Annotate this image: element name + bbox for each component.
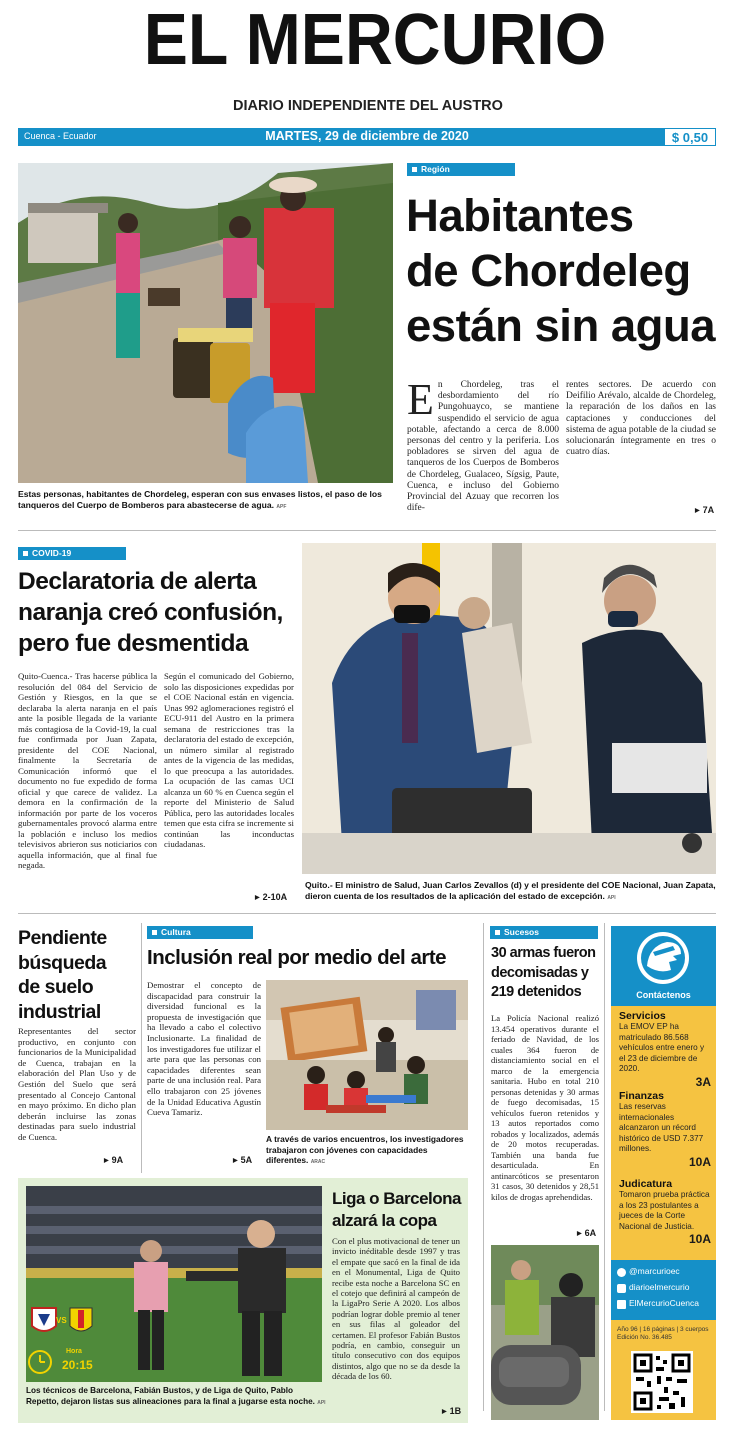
social-facebook[interactable] (617, 1298, 713, 1312)
edition-info: Año 96 | 16 páginas | 3 cuerpos Edición No. 36.485 (617, 1326, 709, 1341)
vertical-divider (604, 923, 605, 1411)
match-badge (26, 1304, 98, 1382)
sidebar-item-title: Finanzas (619, 1090, 664, 1102)
covid-body-col-1: Quito-Cuenca.- Tras hacerse pública la resolución del 084 del Servicio de Gestión y Riesgos, en la que se declaraba la alerta naranja en el país ante la posible llegada de la variante más contagiosa de la Covid-19, la cual fue confirmada por Juan Zapata, presidente del COE Nacional, finalmente la Secretaría de Comunicación informó que el documento no fue expedido de forma oficial y que carece de validez. La demora en la confirmación de la información por parte de los voceros gubernamentales provocó alarma entre la población e incluso los medios televisivos abrieron sus noticiarios con aquella información, que al final fue negada. (18, 671, 157, 870)
social-handle: ElMercurioCuenca (629, 1298, 699, 1308)
location-label: Cuenca - Ecuador (24, 131, 97, 141)
sucesos-headline-line-2: decomisadas y (491, 964, 589, 981)
sidebar-item-finanzas[interactable] (619, 1090, 711, 1169)
sidebar-item-text: La EMOV EP ha matriculado 86.568 vehículos entre enero y el 23 de diciembre de 2020. (619, 1022, 705, 1073)
chordeleg-photo-art (18, 163, 393, 483)
sidebar-item-ref: 3A (695, 1074, 711, 1089)
sucesos-photo-art (491, 1245, 599, 1420)
sport-headline-line-2: alzará la copa (332, 1210, 437, 1230)
lead-headline (406, 188, 726, 353)
cultura-photo-art (266, 980, 468, 1130)
lead-headline-line-2: de Chordeleg (406, 245, 691, 296)
sidebar (611, 926, 716, 1420)
sport-caption-credit: API (317, 1399, 326, 1406)
covid-caption-credit: API (607, 895, 616, 901)
price-label: $ 0,50 (671, 130, 709, 145)
suelo-headline-line-1: Pendiente (18, 927, 107, 949)
contact-title: Contáctenos (636, 990, 691, 1000)
cultura-body: Demostrar el concepto de discapacidad para construir la diversidad funcional es la propuesta de investigación que ha llevado a cabo el colectivo Inclusionarte. La finalidad de los investigadores fue utilizar el arte para que las personas con capacidades diferentes sean parte de una inclusión real. Para ello trabajaron con 25 jóvenes de la Unidad Educativa Agustín Cueva Tamariz. (147, 980, 261, 1118)
lead-body-col-1 (407, 375, 559, 514)
sidebar-item-ref: 10A (688, 1232, 711, 1246)
social-block (611, 1260, 716, 1320)
sucesos-headline-line-1: 30 armas fueron (491, 945, 596, 961)
social-instagram[interactable] (617, 1282, 713, 1296)
suelo-headline-line-2: búsqueda (18, 951, 107, 974)
lead-dropcap: E (407, 375, 434, 424)
divider (18, 530, 716, 531)
covid-headline-line-3: pero fue desmentida (18, 630, 249, 657)
tag-region: Región (407, 163, 515, 176)
twitter-icon (617, 1268, 626, 1277)
covid-caption-text: Quito.- El ministro de Salud, Juan Carlos Zevallos (d) y el presidente del COE Nacional, Juan Zapata, dieron cuenta de los resultados de la aplicación del estado de excepción. (305, 880, 716, 901)
sidebar-item-servicios[interactable] (619, 1010, 711, 1089)
newspaper-title: EL MERCURIO (143, 0, 607, 80)
sidebar-item-text: Las reservas internacionales alcanzaron un récord histórico de USD 7.377 millones. (619, 1102, 704, 1153)
vertical-divider (483, 923, 484, 1411)
lead-headline-line-3: están sin agua (406, 300, 716, 351)
lead-body-col-1-text: n Chordeleg, tras el desbordamiento del río Pungohuayco, se mantiene suspendido el servicio de agua potable, afectando a cerca de 8.000 personas del centro y la periferia. Los pobladores se sirven del agua de tanqueros de los Cuerpos de Bomberos de Chordeleg, Gualaceo, Sígsig, Paute, Cuenca, e incluso del Gobierno Provincial del Azuay que recorren los dife- (407, 380, 559, 514)
covid-body-col-2: Según el comunicado del Gobierno, solo las disposiciones expedidas por el COE Nacional están en vigencia. Unas 992 aglomeraciones registró el ECU-911 del Austro en la primera semana de restricciones tras la declaratoria del estado de excepción, un número similar al registrado antes de la vigencia de las medidas, lo que preocupa a las autoridades. La ocupación de las camas UCI alcanza un 60 % en Cuenca según el reporte del Ministerio de Salud Pública, pero las autoridades locales temen que esta cifra se incremente si continúan las inconductas ciudadanas. (164, 671, 294, 849)
vs-label: VS (56, 1316, 67, 1325)
covid-page-ref[interactable]: ▶ 2-10A (255, 892, 287, 902)
lead-headline-line-1: Habitantes (406, 190, 634, 241)
cultura-photo-caption (266, 1134, 471, 1168)
sport-page-ref[interactable]: ▶ 1B (442, 1406, 461, 1416)
suelo-body: Representantes del sector productivo, en conjunto con funcionarios de la Municipalidad de Cuenca, trabajan en la elaboración del Plan Uso y de Gestión del Suelo que será presentado al Concejo Cantonal en mayo próximo. En dicho plan deberán incluirse las zonas destinadas para suelo industrial de Cuenca. (18, 1026, 136, 1142)
cultura-headline: Inclusión real por medio del arte (147, 946, 447, 969)
sport-caption-text: Los técnicos de Barcelona, Fabián Bustos, y de Liga de Quito, Pablo Repetto, dejaron listas sus alineaciones para la final a jugarse esta noche. (26, 1386, 315, 1406)
match-time: 20:15 (62, 1358, 93, 1372)
tag-covid: COVID-19 (18, 547, 126, 560)
suelo-headline (18, 926, 138, 1024)
cultura-caption-text: A través de varios encuentros, los investigadores trabajaron con jóvenes con capacidades diferentes. (266, 1134, 464, 1165)
sucesos-headline (491, 944, 606, 1003)
contact-header (611, 926, 716, 1006)
match-time-label: Hora (66, 1348, 82, 1355)
newspaper-subtitle: DIARIO INDEPENDIENTE DEL AUSTRO (233, 98, 503, 114)
sport-block (18, 1178, 468, 1423)
qr-code-icon (631, 1351, 693, 1413)
lead-body-col-2: rentes sectores. De acuerdo con Deifilio Arévalo, alcalde de Chordeleg, la reparación de los daños en las captaciones y conducciones del sistema de agua potable de la ciudad se solucionarán íntegramente en tres o cuatro días. (566, 380, 716, 458)
sidebar-item-judicatura[interactable] (619, 1178, 711, 1246)
sucesos-page-ref[interactable]: ▶ 6A (577, 1228, 596, 1238)
facebook-icon (617, 1300, 626, 1309)
sport-photo-caption (26, 1386, 326, 1408)
sport-headline (332, 1188, 462, 1231)
lead-photo-caption (18, 489, 393, 513)
suelo-page-ref[interactable]: ▶ 9A (104, 1155, 123, 1165)
lead-page-ref[interactable]: ▶ 7A (695, 505, 714, 515)
masthead (0, 0, 750, 148)
sidebar-item-title: Servicios (619, 1010, 666, 1022)
covid-headline-line-1: Declaratoria de alerta (18, 568, 257, 595)
sport-headline-line-1: Liga o Barcelona (332, 1189, 461, 1208)
cultura-caption-credit: ARAC (310, 1159, 326, 1165)
covid-headline-line-2: naranja creó confusión, (18, 599, 283, 626)
sport-body: Con el plus motivacional de tener un invicto inéditable desde 1997 y tras el empate que sacó en la final de ida en el Monumental, Liga de Quito recibe esta noche a Barcelona SC en el cotejo que definirá al campeón de la LigaPro Serie A 2020. Los albos podrían lograr doble premio al tener en sus filas al goleador del certamen. El profesor Fabián Bustos podría, en cambio, conseguir un título consecutivo con dos equipos distintos, algo que no se da desde la década de los 60. (332, 1236, 460, 1382)
sucesos-headline-line-3: 219 detenidos (491, 984, 582, 1000)
suelo-headline-line-4: industrial (18, 1000, 101, 1023)
sidebar-item-text: Tomaron prueba práctica a los 23 postulantes a jueces de la Corte Nacional de Justicia. (619, 1190, 710, 1231)
covid-photo (302, 543, 716, 874)
date-bar (18, 128, 716, 146)
sidebar-item-title: Judicatura (619, 1178, 673, 1190)
social-handle: @marcurioec (629, 1266, 680, 1276)
sport-photo (26, 1186, 322, 1382)
social-handle: diarioelmercurio (629, 1282, 690, 1292)
chordeleg-photo (18, 163, 393, 483)
sucesos-body: La Policía Nacional realizó 13.454 operativos durante el feriado de Navidad, de los cuales 364 fueron de distanciamiento social en el marco de la emergencia sanitaria. Hubo en total 210 personas detenidas y 30 armas de fuego decomisadas, 15 vehículos fueron retenidos y 13 autos reportados como robados y localizados, además de 20 motos recuperadas. También una banda fue desarticulada. En antinarcóticos se presentaron 31 casos, 30 detenidos y 28,51 kilos de drogas aprehendidas. (491, 1013, 599, 1202)
social-twitter[interactable] (617, 1266, 713, 1280)
tag-sucesos: Sucesos (490, 926, 598, 939)
covid-photo-art (302, 543, 716, 874)
vertical-divider (141, 923, 142, 1173)
date-label: MARTES, 29 de diciembre de 2020 (265, 129, 469, 143)
covid-headline (18, 566, 308, 659)
suelo-headline-line-3: de suelo (18, 976, 94, 998)
cultura-page-ref[interactable]: ▶ 5A (233, 1155, 252, 1165)
covid-photo-caption (305, 880, 716, 904)
lead-caption-credit: APF (276, 504, 287, 510)
divider (18, 913, 716, 914)
price-box (664, 128, 716, 146)
cultura-photo (266, 980, 468, 1130)
instagram-icon (617, 1284, 626, 1293)
tag-cultura: Cultura (147, 926, 253, 939)
lead-caption-text: Estas personas, habitantes de Chordeleg, esperan con sus envases listos, el paso de los tanqueros del Cuerpo de Bomberos para abastecerse de agua. (18, 489, 382, 510)
qr-code[interactable] (631, 1351, 693, 1413)
sucesos-photo (491, 1245, 599, 1420)
sidebar-item-ref: 10A (688, 1154, 711, 1169)
